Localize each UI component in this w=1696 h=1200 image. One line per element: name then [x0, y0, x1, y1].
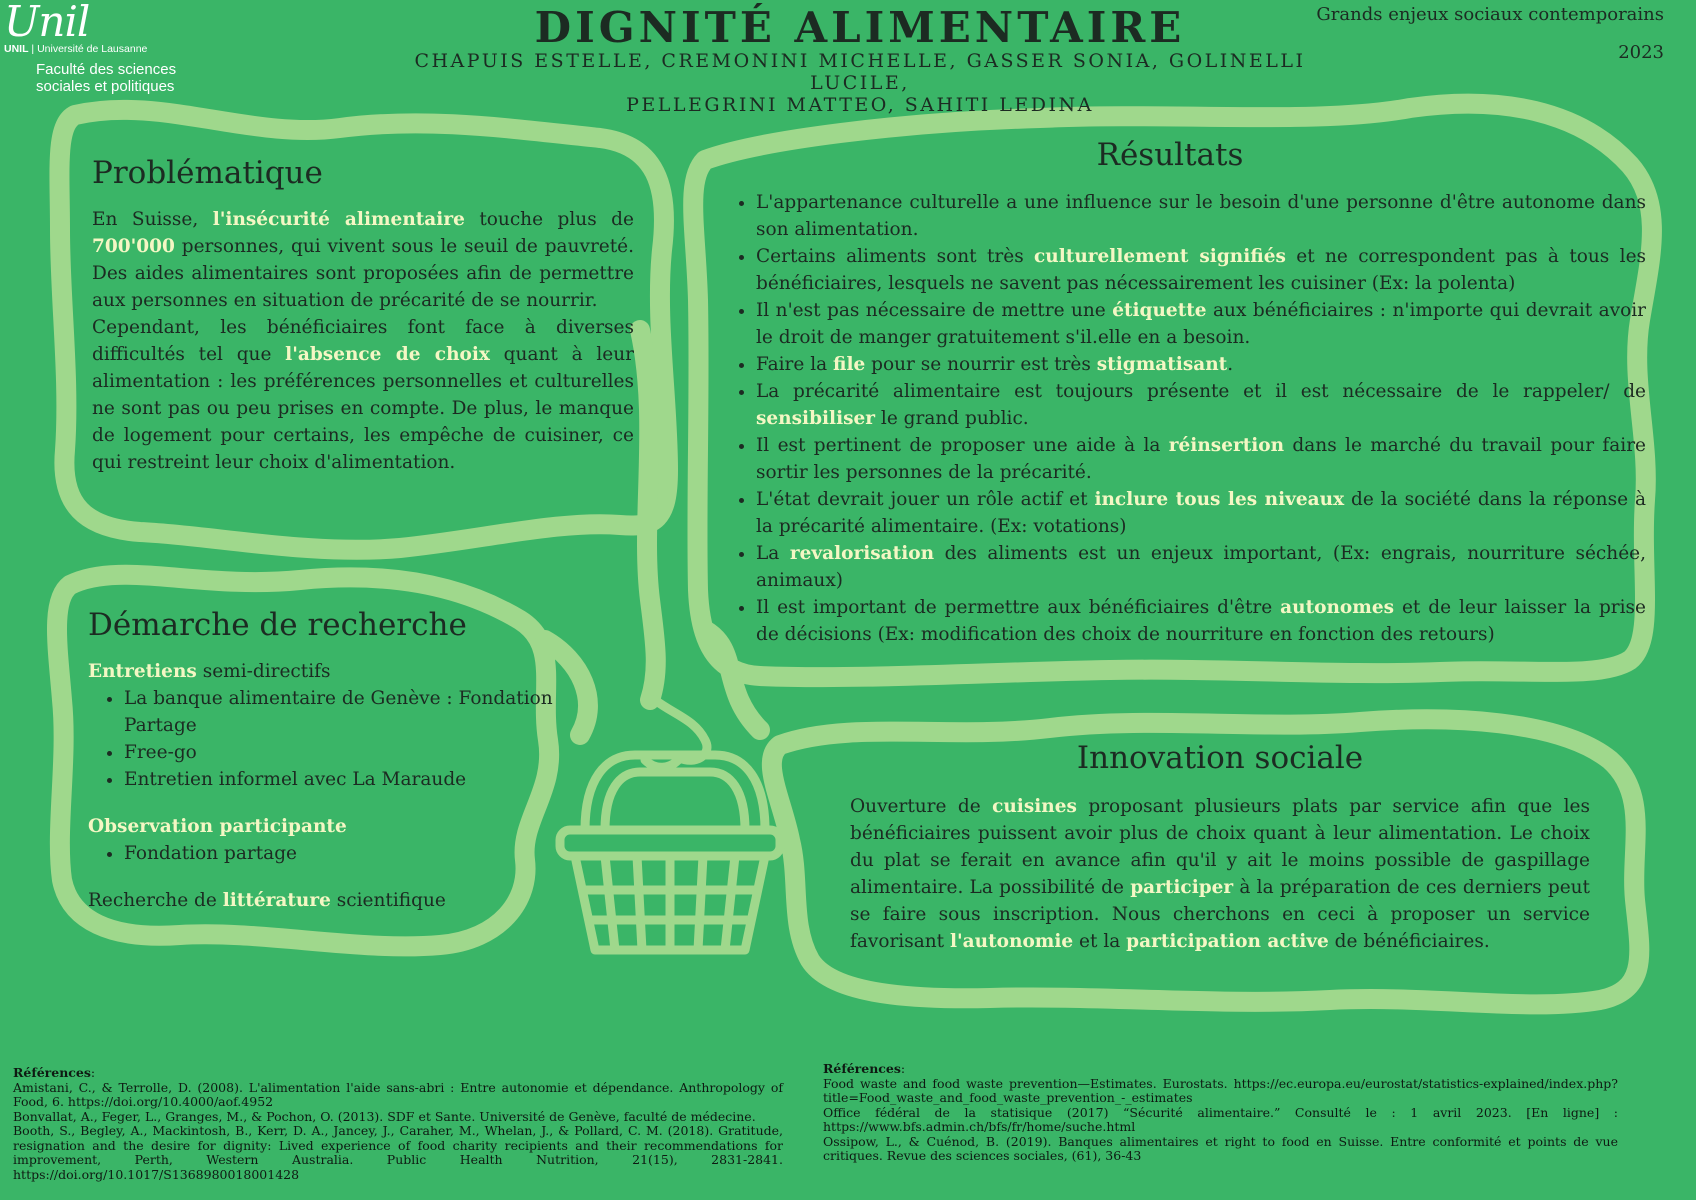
litterature-label: Recherche de littérature scientifique [88, 890, 446, 911]
highlight-term: l'insécurité alimentaire [212, 209, 465, 230]
highlight-term: littérature [222, 890, 331, 911]
references-left [13, 1066, 783, 1182]
reference-entry: Office fédéral de la statisique (2017) “Sécurité alimentaire.” Consulté le : 1 avril 2023. [En ligne] : https://www.bfs.admin.ch/bfs/fr/home/suche.html [823, 1104, 1618, 1134]
references-right [823, 1062, 1618, 1164]
highlight-term: sensibiliser [756, 408, 876, 429]
highlight-term: culturellement signifiés [1034, 246, 1286, 267]
list-item: • L'état devrait jouer un rôle actif et inclure tous les niveaux de la société dans la réponse à la précarité alimentaire. (Ex: votations) [756, 486, 1646, 540]
reference-entry: Bonvallat, A., Feger, L., Granges, M., & Pochon, O. (2013). SDF et Sante. Université de Genève, faculté de médecine. [13, 1108, 756, 1124]
reference-entry: Booth, S., Begley, A., Mackintosh, B., Kerr, D. A., Jancey, J., Caraher, M., Whelan, J., & Pollard, C. M. (2018). Gratitude, resignation and the desire for dignity: Lived experience of food charity recipients and their recommendations for improvement, Perth, Western Australia. Public Health Nutrition, 21(15), 2831-2841. https://doi.org/10.1017/S1368980018001428 [13, 1123, 783, 1182]
highlight-term: Observation participante [88, 816, 347, 837]
ribbon-connector-left [640, 330, 656, 700]
highlight-term: participer [1130, 877, 1234, 898]
highlight-term: autonomes [1280, 597, 1395, 618]
problematique-paragraph: En Suisse, l'insécurité alimentaire touche plus de 700'000 personnes, qui vivent sous le seuil de pauvreté. Des aides alimentaires sont proposées afin de permettre aux personnes en situation de précarité de se nourrir. [92, 209, 634, 311]
list-item: • Free-go [124, 739, 608, 766]
references-label: Références: [823, 1061, 906, 1076]
faculty-name: Faculté des sciences sociales et politiques [36, 61, 177, 95]
innovation-heading: Innovation sociale [1076, 740, 1364, 776]
highlight-term: l'autonomie [949, 931, 1074, 952]
demarche-heading: Démarche de recherche [88, 607, 467, 643]
references-label: Références: [13, 1065, 96, 1080]
year: 2023 [1618, 42, 1664, 63]
list-item: • Entretien informel avec La Maraude [124, 766, 608, 793]
list-item: • Il n'est pas nécessaire de mettre une étiquette aux bénéficiaires : n'importe qui devrait avoir le droit de manger gratuitement s'il.elle en a besoin. [756, 297, 1646, 351]
problematique-heading: Problématique [92, 155, 323, 191]
demarche-content [88, 658, 608, 914]
list-item: • Fondation partage [124, 840, 608, 867]
list-item: • L'appartenance culturelle a une influence sur le besoin d'une personne d'être autonome dans son alimentation. [756, 189, 1646, 243]
highlight-term: étiquette [1112, 300, 1207, 321]
entretiens-label: Entretiens semi-directifs [88, 661, 331, 682]
list-item: • La revalorisation des aliments est un enjeux important, (Ex: engrais, nourriture séchée, animaux) [756, 540, 1646, 594]
reference-entry: Ossipow, L., & Cuénod, B. (2019). Banques alimentaires et right to food en Suisse. Entre conformité et points de vue critiques. Revue des sciences sociales, (61), 36-43 [823, 1133, 1618, 1163]
references-entries [823, 1077, 1618, 1164]
resultats-list [728, 189, 1646, 648]
university-name: UNIL | Université de Lausanne [4, 43, 148, 55]
highlight-term: inclure tous les niveaux [1094, 489, 1345, 510]
innovation-text: Ouverture de cuisines proposant plusieurs plats par service afin que les bénéficiaires puissent avoir plus de choix quant à leur alimentation. Le choix du plat se ferait en avance afin qu'il y ait le moins possible de gaspillage alimentaire. La possibilité de participer à la préparation de ces derniers peut se faire sous inscription. Nous cherchons en ceci à proposer un service favorisant l'autonomie et la participation active de bénéficiaires. [850, 796, 1590, 952]
list-item: • Certains aliments sont très culturellement signifiés et ne correspondent pas à tous les bénéficiaires, lesquels ne savent pas nécessairement les cuisiner (Ex: la polenta) [756, 243, 1646, 297]
shopping-basket-icon [545, 680, 795, 970]
observation-label [88, 813, 608, 840]
resultats-heading: Résultats [1096, 137, 1244, 173]
authors: CHAPUIS ESTELLE, CREMONINI MICHELLE, GASSER SONIA, GOLINELLI LUCILE, PELLEGRINI MATTEO, SAHITI LEDINA [414, 50, 1306, 116]
reference-entry: Amistani, C., & Terrolle, D. (2008). L'alimentation l'aide sans-abri : Entre autonomie et dépendance. Anthropology of Food, 6. https://doi.org/10.4000/aof.4952 [13, 1079, 783, 1109]
list-item: • Il est pertinent de proposer une aide à la réinsertion dans le marché du travail pour faire sortir les personnes de la précarité. [756, 432, 1646, 486]
highlight-term: Entretiens [88, 661, 197, 682]
reference-entry: Food waste and food waste prevention—Estimates. Eurostats. https://ec.europa.eu/eurostat/statistics-explained/index.php?title=Food_waste_and_food_waste_prevention_-_estimates [823, 1075, 1618, 1105]
highlight-term: file [833, 354, 866, 375]
course-name: Grands enjeux sociaux contemporains [1316, 4, 1664, 25]
highlight-term: l'absence de choix [285, 344, 490, 365]
list-item: • La banque alimentaire de Genève : Fondation Partage [124, 685, 608, 739]
problematique-text [92, 206, 634, 476]
list-item: • La précarité alimentaire est toujours présente et il est nécessaire de le rappeler/ de sensibiliser le grand public. [756, 378, 1646, 432]
entretiens-list [88, 685, 608, 793]
list-item: • Il est important de permettre aux bénéficiaires d'être autonomes et de leur laisser la prise de décisions (Ex: modification des choix de nourriture en fonction des retours) [756, 594, 1646, 648]
problematique-paragraph: Cependant, les bénéficiaires font face à diverses difficultés tel que l'absence de choix quant à leur alimentation : les préférences personnelles et culturelles ne sont pas ou peu prises en compte. De plus, le manque de logement pour certains, les empêche de cuisiner, ce qui restreint leur choix d'alimentation. [92, 317, 634, 473]
highlight-term: participation active [1126, 931, 1329, 952]
unil-logo [4, 0, 194, 95]
highlight-term: stigmatisant [1096, 354, 1228, 375]
highlight-term: cuisines [992, 796, 1077, 817]
poster-title: DIGNITÉ ALIMENTAIRE [534, 3, 1186, 52]
list-item: • Faire la file pour se nourrir est très stigmatisant. [756, 351, 1646, 378]
references-entries [13, 1081, 783, 1183]
observation-list [88, 840, 608, 867]
highlight-term: réinsertion [1168, 435, 1285, 456]
highlight-term: revalorisation [789, 543, 935, 564]
unil-wordmark: Unil [4, 0, 90, 46]
highlight-term: 700'000 [92, 236, 175, 257]
